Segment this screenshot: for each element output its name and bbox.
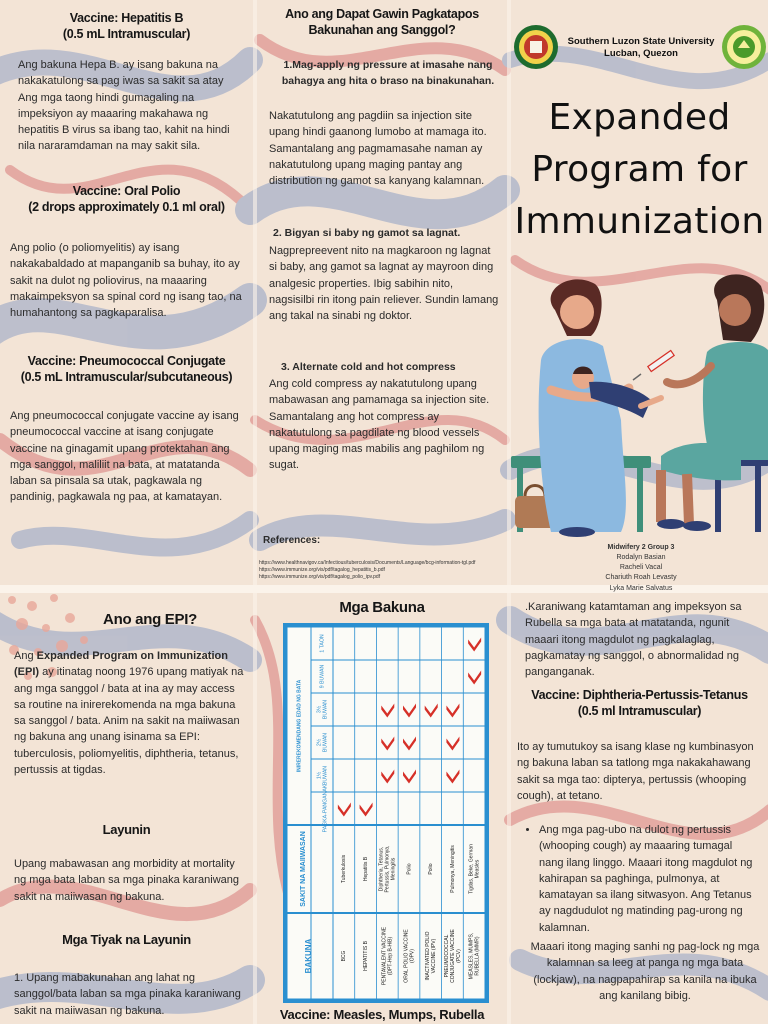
credits-member: Racheli Vacal [619,564,663,572]
age-header-line: 3½ [316,705,323,714]
aftercare-item3-text: Ang cold compress ay nakatutulong upang mabawasan ang pamamaga sa injection site. Samantalang ang hot compress ay nakatutulong sa pagdilate ng blood vessels upang maging mas mabilis ang paghilom ng sugat. [269,378,490,472]
credits-member: Chariuth Roah Levasty [605,574,677,582]
aftercare-item3-title: 3. Alternate cold and hot compress [281,361,456,373]
credits-group: Midwifery 2 Group 3 [607,544,675,551]
mmr-heading: Vaccine: Measles, Mumps, Rubella [279,1007,485,1022]
polio-heading-line2: (2 drops approximately 0.1 ml oral) [28,199,225,214]
vaccine-cell-line: ORAL POLIO VACCINE [403,929,410,983]
pcv-heading [0,354,253,385]
vaccine-cell-line: VACCINE (IPV) [431,938,438,974]
aftercare-heading-line2: Bakunahan ang Sanggol? [308,22,456,37]
pcv-text: Ang pneumococcal conjugate vaccine ay isang pneumococcal vaccine at isang conjugate vaccine na ginagamit upang protektahan ang mga sanggol, maliliit na bata, at matatanda laban sa pinsala sa utak, pagkawala ng pandinig, pagkawala ng paa, at kamatayan. [10,410,239,504]
polio-heading-line1: Vaccine: Oral Polio [72,184,181,198]
disease-cell-line: Tigdas, Beke, German [468,844,475,894]
polio-text: Ang polio (o poliomyelitis) ay isang nakakabaldado at mapanganib sa buhay, ito ay sakit na dulot ng poliovirus, na maaaring makaimpeksyon sa spinal cord ng isang tao, na humahantong sa pagkaparalisa. [10,242,242,320]
vaccine-cell-line: HEPATITIS B [362,941,369,971]
vaccine-table-heading: Mga Bakuna [339,599,425,616]
hepb-heading-line1: Vaccine: Hepatitis B [69,11,184,25]
reference-link[interactable]: https://www.immunize.org/vis/pdf/tagalog_hepatitis_b.pdf [259,566,385,573]
age-header-line: BUWAN [322,732,329,753]
age-header-line: 1 TAON [319,634,326,653]
polio-heading [0,184,253,215]
hepb-heading [0,11,253,42]
vaccine-header: BAKUNA [304,938,314,974]
vaccine-cell-line: RUBELLA (MMR) [474,936,481,976]
cover-title-line: Immunization [514,201,765,243]
disease-cell-line: Meningitis [390,857,397,881]
cover-title [511,92,768,249]
vaccine-cell [425,931,437,980]
disease-cell [428,863,434,874]
pcv-heading-line1: Vaccine: Pneumococcal Conjugate [27,354,226,368]
disease-cell [406,863,412,874]
university-name: Southern Luzon State University [567,36,715,47]
cover-title-line: Program for [531,149,748,191]
epi-intro-text: ay itinatag noong 1976 upang matiyak na ang mga sanggol / bata at ina ay may access sa routine na inirerekomenda na mga bakuna sa sanggol / bata. Anim na sakit na maiiwasan ng bakuna ang unang isinama sa EPI: tuberculosis, poliomyelitis, diphtheria, tetanus, pertussis at tigdas. [14,666,244,776]
disease-cell-line: Polio [428,863,435,875]
age-header-line: 2½ [316,738,323,747]
disease-cell-line: Tuberkulosis [341,854,348,884]
schedule-header: INIREREKOMENDANG EDAD NG BATA [296,679,303,773]
epi-intro-prefix: Ang [14,650,34,662]
vaccination-illustration [511,270,768,540]
hepb-heading-line2: (0.5 mL Intramuscular) [62,26,191,41]
dpt-closing: Maaari itong maging sanhi ng pag-lock ng mga kalamnan sa leeg at panga ng mga bata (lockjaw), na nagpapahirap sa kanila na ibuka ang kanilang bibig. [530,941,760,1002]
epi-heading: Ano ang EPI? [103,611,197,628]
college-seal-icon [721,24,767,70]
reference-link[interactable]: https://www.healthnavigov.ca/Infectious/tuberculosis/Documents/Language/bcg-information-tgl.pdf [259,560,476,566]
panel-epi [0,593,253,1024]
vaccine-cell-line: PENTAVALENT VACCINE [381,926,388,986]
aftercare-item1-text: Nakatutulong ang pagdiin sa injection site upang hindi gaanong lumobo at mamaga ito. Samantalang ang pagmamasahe naman ay nakatutulong upang maging pantay ang distribution ng gamot sa kanyang kalamnan. [269,110,487,188]
hepb-text: Ang bakuna Hepa B. ay isang bakuna na nakakatulong sa pag iwas sa sakit sa atay Ang mga taong hindi gumagaling na impeksiyon ay maaaring makahawa ng hepatitis B virus sa ibang tao, kahit na hindi nila nararamdaman na may sakit sila. [18,59,230,153]
disease-cell-line: Measles [474,859,481,879]
vaccine-cell-line: INACTIVATED POLIO [425,931,432,981]
panel-dpt [511,593,768,1024]
panel-cover [511,0,768,592]
vaccine-cell-line: (OPV) [409,949,416,963]
credits-member: Lyka Marie Salvatus [609,584,673,592]
dpt-heading [511,688,768,719]
disease-cell [363,856,369,881]
disease-cell-line: Polio [406,863,413,875]
age-header-line: 9 BUWAN [319,664,326,689]
credits [551,543,731,594]
age-header-line: BUWAN [322,765,329,786]
vaccine-cell-line: CONJUGATE VACCINE [449,929,456,983]
disease-cell [341,854,347,883]
panel-vaccine-info [0,0,253,585]
vaccine-cell-line: (DPT-Hep B-HiB) [387,936,394,976]
age-header-line: BUWAN [322,699,329,720]
specific-goals-heading: Mga Tiyak na Layunin [62,932,191,947]
goal-text: Upang mabawasan ang morbidity at mortality ng mga bata laban sa mga pinaka karaniwang sakit na maiiwasan ng bakuna. [14,858,240,903]
credits-member: Rodalyn Basian [616,554,666,562]
university-seal-icon [513,24,559,70]
disease-cell-line: Pulmonya, Meningitis [449,845,456,893]
references-list [259,560,505,580]
aftercare-heading [257,7,507,38]
disease-cell-line: Diphtheria, Tetanus, [378,846,385,892]
references-heading: References: [263,535,321,546]
specific-goals-text: 1. Upang mabakunahan ang lahat ng sanggol/bata laban sa mga pinaka karaniwang sakit na maiiwasan ng bakuna. [14,972,241,1017]
disease-cell [450,845,456,893]
vaccine-cell [363,940,369,970]
dpt-heading-line1: Vaccine: Diphtheria-Pertussis-Tetanus [531,688,748,702]
panel-vaccine-table [257,593,507,1024]
goal-heading: Layunin [102,822,151,837]
cover-title-line: Expanded [548,97,731,138]
pcv-heading-line2: (0.5 mL Intramuscular/subcutaneous) [20,369,233,384]
dpt-heading-line2: (0.5 ml Intramuscular) [577,703,702,718]
dpt-text: Ito ay tumutukoy sa isang klase ng kumbinasyon ng bakuna laban sa tatlong mga nakakahawang sakit sa mga tao: dipterya, pertussis (whooping cough), at tetano. [517,741,754,802]
vaccine-cell-line: BCG [341,950,348,962]
vaccine-cell-line: MEASLES, MUMPS, [468,932,475,980]
epi-intro [14,648,246,778]
dpt-bullet: • Ang mga pag-ubo na dulot ng pertussis (whooping cough) ay maaaring tumagal nang ilang linggo. Maaari itong magdulot ng kahirapan sa paghinga, pulmonya, at kamatayan sa ilang sitwasyon. Ang Tetanus ay nagdudulot ng matinding pag-urong ng kalamnan. [539,822,759,936]
age-header [322,784,328,832]
vaccine-cell [468,933,480,979]
university-location: Lucban, Quezon [604,48,678,59]
vaccine-cell [341,950,347,961]
aftercare-item1-title: 1.Mag-apply ng pressure at imasahe nang bahagya ang hita o braso na binakunahan. [281,59,495,87]
vaccine-schedule-table [287,627,485,999]
disease-header: SAKIT NA MAIIWASAN [299,831,307,907]
disease-cell-line: Pertussis, Pulmonya, [384,845,391,893]
vaccine-cell-line: PNEUMOCOCCAL [443,934,450,978]
age-header-line: PAGKA-PANGANAK [322,784,329,833]
vaccine-cell-line: (PCV) [455,949,462,963]
age-header [319,634,325,653]
dpt-bullet-list [525,822,759,936]
epi-intro-bold: Expanded Program on Immunization (EPI) [14,650,228,679]
reference-link[interactable]: https://www.immunize.org/vis/pdf/tagalog_polio_ipv.pdf [259,573,381,580]
age-header-line: 1½ [316,771,323,780]
vaccine-table-frame [283,623,489,1003]
aftercare-item2-title: 2. Bigyan si baby ng gamot sa lagnat. [273,227,461,239]
aftercare-heading-line1: Ano ang Dapat Gawin Pagkatapos [285,7,479,21]
age-header [319,665,325,689]
rubella-text: .Karaniwang katamtaman ang impeksyon sa Rubella sa mga bata at matatanda, ngunit maaari itong magdulot ng pagkalaglag, pagkamatay ng sanggol, o abnormalidad ng panganganak. [525,601,742,679]
panel-aftercare [257,0,507,585]
disease-cell-line: Hepatitis B [362,856,369,882]
aftercare-item2-text: Nagprepreevent nito na magkaroon ng lagnat si baby, ang gamot sa lagnat ay mayroon ding analgesic properties. Ibig sabihin nito, nagsisilbi rin itong pain reliever. Sundin lamang ang takal na sinabi ng doktor. [269,245,499,323]
